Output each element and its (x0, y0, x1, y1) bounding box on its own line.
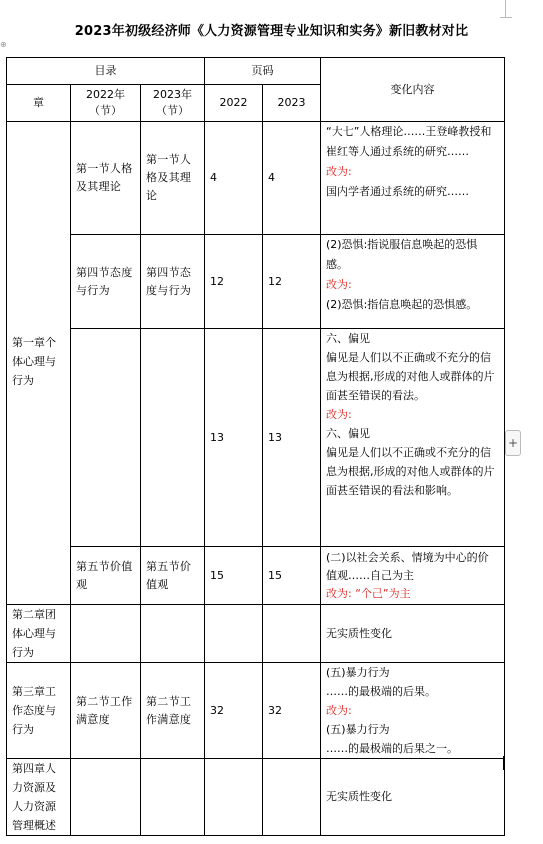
new-text: 偏见是人们以不正确或不充分的信息为根据,形成的对他人或群体的片面甚至错误的看法和影响。 (326, 446, 495, 497)
section-2022-cell: 第二节工作满意度 (71, 663, 141, 759)
chapter-cell: 第三章工作态度与行为 (7, 663, 71, 759)
page-2022-cell: 13 (205, 329, 263, 547)
page-2023-cell: 13 (263, 329, 321, 547)
section-2023-cell (141, 329, 205, 547)
table-row (7, 663, 505, 759)
new-text: (2)恐惧:指信息唤起的恐惧感。 (326, 298, 478, 311)
section-2023-cell (141, 759, 205, 836)
document-title: 2023年初级经济师《人力资源管理专业知识和实务》新旧教材对比 (74, 24, 469, 39)
old-heading: 六、偏见 (326, 332, 370, 345)
page-corner-mark (500, 17, 512, 18)
change-cell (321, 547, 505, 605)
new-text: “个己”为主 (355, 586, 411, 600)
section-2023-cell: 第五节价值观 (141, 547, 205, 605)
section-2022-cell: 第一节人格及其理论 (71, 122, 141, 235)
header-page-2023: 2023 (263, 85, 321, 122)
header-section-2023: 2023年（节） (141, 85, 205, 122)
new-heading: 六、偏见 (326, 427, 370, 440)
change-cell (321, 235, 505, 329)
change-cell (321, 122, 505, 235)
change-label: 改为: (326, 704, 352, 717)
page-2022-cell: 15 (205, 547, 263, 605)
comparison-table (6, 57, 505, 836)
page-2023-cell: 15 (263, 547, 321, 605)
change-cell (321, 663, 505, 759)
table-row (7, 235, 505, 329)
header-chapter: 章 (7, 85, 71, 122)
section-2023-cell: 第一节人格及其理论 (141, 122, 205, 235)
change-label: 改为: (326, 408, 352, 421)
page-2022-cell (205, 759, 263, 836)
table-row (7, 329, 505, 547)
new-text: 国内学者通过系统的研究…… (326, 185, 469, 198)
old-text: (二)以社会关系、情境为中心的价值观……自己为主 (326, 550, 489, 582)
section-2022-cell (71, 605, 141, 663)
header-pages: 页码 (205, 58, 321, 85)
old-text: ……的最极端的后果。 (326, 685, 436, 698)
text-cursor-mark (503, 756, 505, 770)
old-heading: (五)暴力行为 (326, 666, 390, 679)
old-text: (2)恐惧:指说服信息唤起的恐惧感。 (326, 238, 478, 271)
change-cell: 无实质性变化 (321, 759, 505, 836)
page-2022-cell: 32 (205, 663, 263, 759)
table-move-handle-icon[interactable]: ⊕ (0, 40, 7, 49)
page-2022-cell (205, 605, 263, 663)
header-section-2022: 2022年（节） (71, 85, 141, 122)
page-2023-cell (263, 605, 321, 663)
header-change: 变化内容 (321, 58, 505, 122)
page-2022-cell: 12 (205, 235, 263, 329)
chapter-cell: 第四章人力资源及人力资源管理概述 (7, 759, 71, 836)
section-2023-cell: 第二节工作满意度 (141, 663, 205, 759)
new-heading: (五)暴力行为 (326, 723, 390, 736)
section-2022-cell (71, 329, 141, 547)
new-text: ……的最极端的后果之一。 (326, 742, 458, 755)
change-cell (321, 329, 505, 547)
change-label: 改为: (326, 278, 352, 291)
add-column-button[interactable]: + (505, 430, 521, 456)
chapter-cell: 第二章团体心理与行为 (7, 605, 71, 663)
page-2023-cell: 12 (263, 235, 321, 329)
chapter-cell: 第一章个体心理与行为 (7, 122, 71, 605)
change-label: 改为: (326, 165, 352, 178)
section-2022-cell: 第四节态度与行为 (71, 235, 141, 329)
section-2022-cell: 第五节价值观 (71, 547, 141, 605)
table-row (7, 605, 505, 663)
page-2023-cell: 4 (263, 122, 321, 235)
table-header-row (7, 58, 505, 85)
page-2022-cell: 4 (205, 122, 263, 235)
change-new-line (326, 585, 499, 603)
table-row (7, 547, 505, 605)
section-2023-cell: 第四节态度与行为 (141, 235, 205, 329)
table-row (7, 122, 505, 235)
old-text: “大七”人格理论……王登峰教授和崔红等人通过系统的研究…… (326, 125, 492, 158)
change-label: 改为: (326, 586, 352, 600)
page-edge-mark (505, 0, 506, 18)
header-contents: 目录 (7, 58, 205, 85)
table-row (7, 759, 505, 836)
old-text: 偏见是人们以不正确或不充分的信息为根据,形成的对他人或群体的片面甚至错误的看法。 (326, 351, 495, 402)
section-2022-cell (71, 759, 141, 836)
section-2023-cell (141, 605, 205, 663)
page-2023-cell: 32 (263, 663, 321, 759)
header-page-2022: 2022 (205, 85, 263, 122)
page-2023-cell (263, 759, 321, 836)
change-cell: 无实质性变化 (321, 605, 505, 663)
